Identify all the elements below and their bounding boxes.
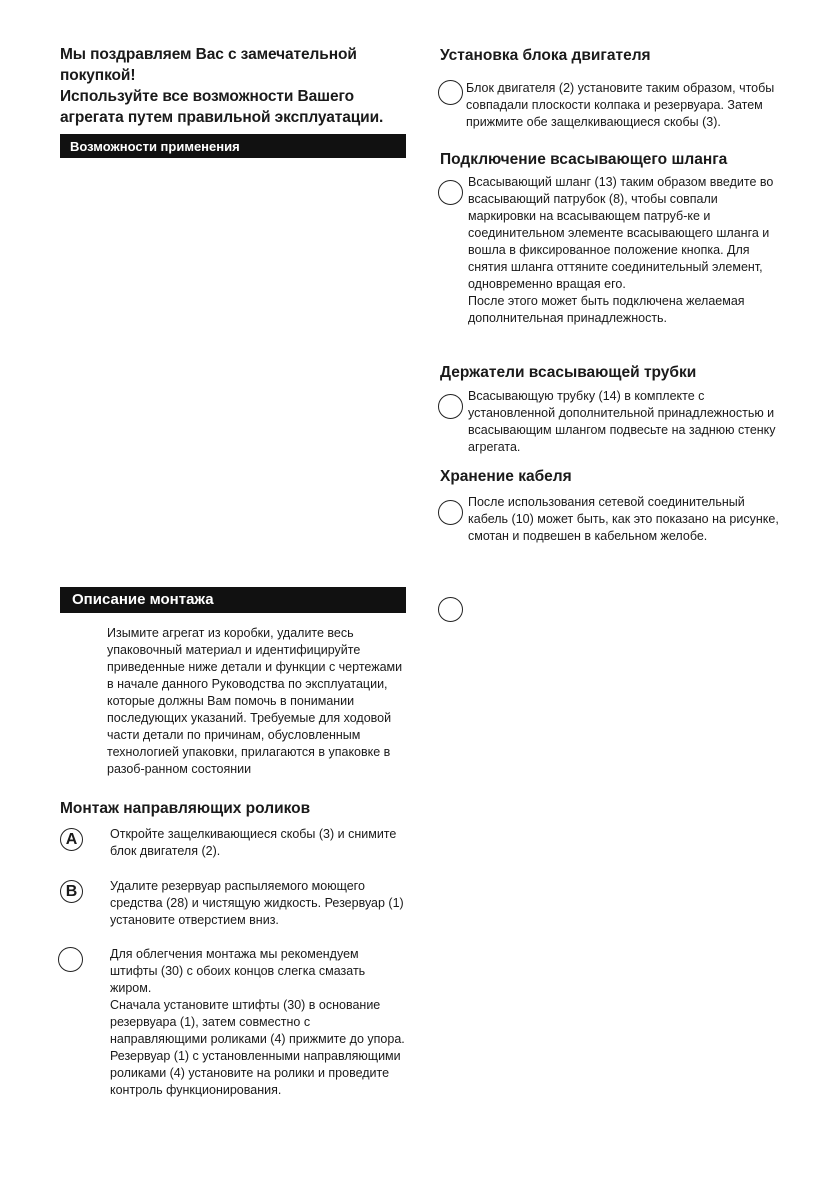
section-bar-applications: Возможности применения bbox=[60, 134, 406, 158]
step-c-paragraph-2: Сначала установите штифты (30) в основание резервуара (1), затем совместно с направляющими роликами (4) прижмите до упора. bbox=[110, 998, 405, 1046]
step-b-text: Удалите резервуар распыляемого моющего средства (28) и чистящую жидкость. Резервуар (1) установите отверстием вниз. bbox=[110, 879, 404, 927]
suction-hose-heading: Подключение всасывающего шланга bbox=[440, 151, 728, 168]
step-c-marker bbox=[58, 947, 83, 972]
motor-block-marker bbox=[438, 80, 463, 105]
motor-block-heading: Установка блока двигателя bbox=[440, 47, 651, 64]
tube-holders-marker bbox=[438, 394, 463, 419]
step-b-marker: B bbox=[60, 880, 83, 903]
step-a-marker: A bbox=[60, 828, 83, 851]
step-c-text bbox=[110, 946, 406, 1099]
tube-holders-heading: Держатели всасывающей трубки bbox=[440, 364, 697, 381]
step-c-paragraph-3: Резервуар (1) с установленными направляющими роликами (4) установите на ролики и проведите контроль функционирования. bbox=[110, 1049, 401, 1097]
empty-step-marker bbox=[438, 597, 463, 622]
assembly-intro-text: Изымите агрегат из коробки, удалите весь упаковочный материал и идентифицируйте приведенные ниже детали и функции с чертежами в начале данного Руководства по эксплуатации, которые должны Вам помочь в понимании последующих указаний. Требуемые для ходовой части детали по причинам, обусловленным технологией упаковки, прилагаются в упаковке в разоб-ранном состоянии bbox=[107, 626, 403, 776]
cable-storage-text: После использования сетевой соединительный кабель (10) может быть, как это показано на рисунке, смотан и подвешен в кабельном желобе. bbox=[468, 495, 779, 543]
intro-heading bbox=[60, 44, 410, 128]
intro-congrats: Мы поздравляем Вас с замечательной покупкой! bbox=[60, 46, 357, 84]
step-a-text: Откройте защелкивающиеся скобы (3) и снимите блок двигателя (2). bbox=[110, 827, 397, 858]
suction-hose-text bbox=[468, 174, 786, 327]
suction-hose-marker bbox=[438, 180, 463, 205]
cable-storage-heading: Хранение кабеля bbox=[440, 468, 572, 485]
guide-rollers-heading: Монтаж направляющих роликов bbox=[60, 800, 311, 817]
section-bar-assembly: Описание монтажа bbox=[60, 587, 406, 613]
intro-use-advice: Используйте все возможности Вашего агрегата путем правильной эксплуатации. bbox=[60, 88, 384, 126]
suction-hose-paragraph-1: Всасывающий шланг (13) таким образом введите во всасывающий патрубок (8), чтобы совпали маркировки на всасывающем патруб-ке и соединительном элементе всасывающего шланга и вошла в фиксированное положение кнопка. Для снятия шланга оттяните соединительный элемент, одновременно вращая его. bbox=[468, 175, 774, 291]
cable-storage-marker bbox=[438, 500, 463, 525]
motor-block-text: Блок двигателя (2) установите таким образом, чтобы совпадали плоскости колпака и резервуара. Затем прижмите обе защелкивающиеся скобы (3). bbox=[466, 81, 775, 129]
suction-hose-paragraph-2: После этого может быть подключена желаемая дополнительная принадлежность. bbox=[468, 294, 745, 325]
step-c-paragraph-1: Для облегчения монтажа мы рекомендуем штифты (30) с обоих концов слегка смазать жиром. bbox=[110, 947, 366, 995]
tube-holders-text: Всасывающую трубку (14) в комплекте с установленной дополнительной принадлежностью и всасывающим шлангом подвесьте на заднюю стенку агрегата. bbox=[468, 389, 776, 454]
